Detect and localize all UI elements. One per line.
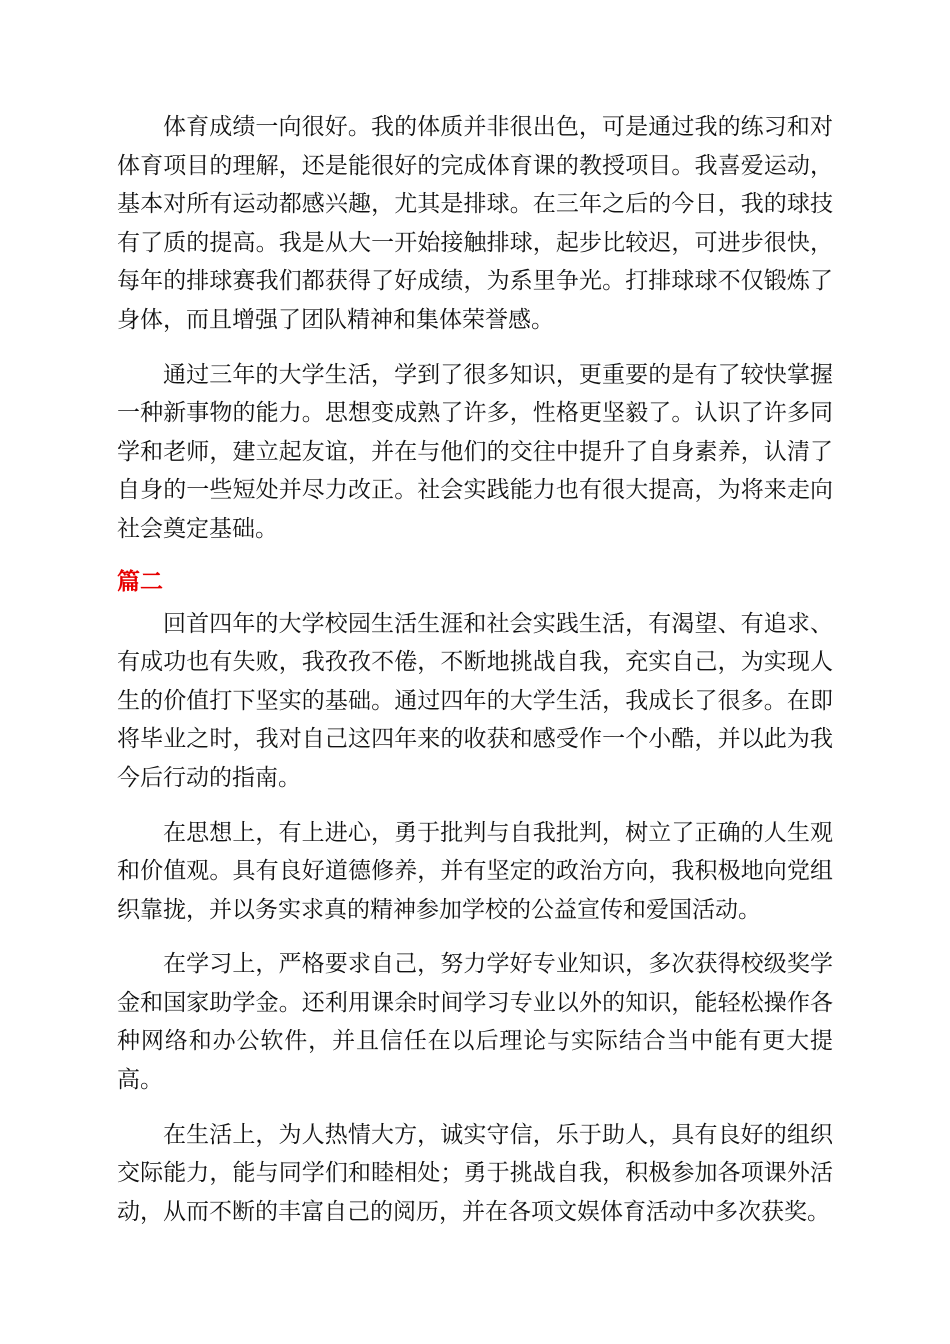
section-title: 篇二 [117, 568, 163, 595]
paragraph-thought: 在思想上，有上进心，勇于批判与自我批判，树立了正确的人生观和价值观。具有良好道德修养，并有坚定的政治方向，我积极地向党组织靠拢，并以务实求真的精神参加学校的公益宣传和爱国活动。 [117, 819, 833, 923]
paragraph-life: 在生活上，为人热情大方，诚实守信，乐于助人，具有良好的组织交际能力，能与同学们和睦相处；勇于挑战自我，积极参加各项课外活动，从而不断的丰富自己的阅历，并在各项文娱体育活动中多次获奖。 [117, 1121, 833, 1225]
paragraph-sports: 体育成绩一向很好。我的体质并非很出色，可是通过我的练习和对体育项目的理解，还是能很好的完成体育课的教授项目。我喜爱运动，基本对所有运动都感兴趣，尤其是排球。在三年之后的今日，我的球技有了质的提高。我是从大一开始接触排球，起步比较迟，可进步很快，每年的排球赛我们都获得了好成绩，为系里争光。打排球球不仅锻炼了身体，而且增强了团队精神和集体荣誉感。 [117, 114, 833, 333]
paragraph-review: 回首四年的大学校园生活生涯和社会实践生活，有渴望、有追求、有成功也有失败，我孜孜不倦，不断地挑战自我，充实自己，为实现人生的价值打下坚实的基础。通过四年的大学生活，我成长了很多。在即将毕业之时，我对自己这四年来的收获和感受作一个小酷，并以此为我今后行动的指南。 [117, 610, 833, 791]
document-body [117, 108, 833, 1247]
paragraph-three-years: 通过三年的大学生活，学到了很多知识，更重要的是有了较快掌握一种新事物的能力。思想变成熟了许多，性格更坚毅了。认识了许多同学和老师，建立起友谊，并在与他们的交往中提升了自身素养，认清了自身的一些短处并尽力改正。社会实践能力也有很大提高，为将来走向社会奠定基础。 [117, 361, 833, 542]
paragraph-study: 在学习上，严格要求自己，努力学好专业知识，多次获得校级奖学金和国家助学金。还利用课余时间学习专业以外的知识，能轻松操作各种网络和办公软件，并且信任在以后理论与实际结合当中能有更大提高。 [117, 951, 833, 1094]
